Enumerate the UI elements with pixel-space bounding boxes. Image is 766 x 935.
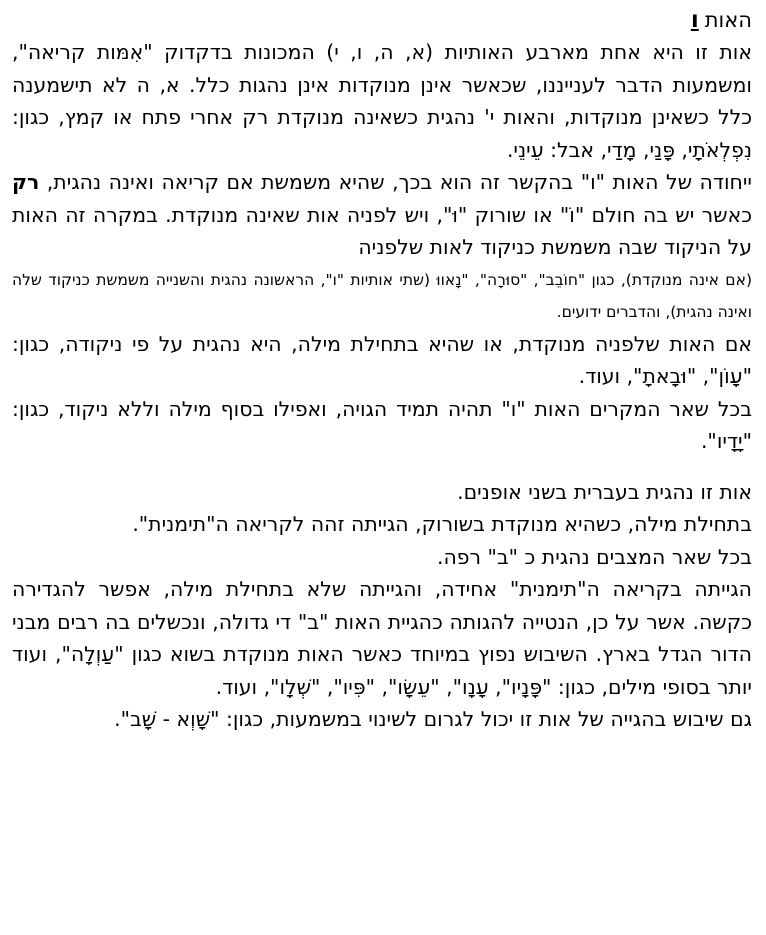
paragraph-parenthetical: (אם אינה מנוקדת), כגון "חוֹבֵב", "סוּרָה", "נָאווּ (שתי אותיות "ו", הראשונה נהגית והשנייה משמשת כניקוד שלה ואינה נהגית), והדברים ידועים. [12, 270, 752, 321]
page-title [12, 6, 752, 34]
paragraph-two-ways: אות זו נהגית בעברית בשני אופנים. [457, 479, 752, 504]
paragraph-other-states: בכל שאר המצבים נהגית כ "ב" רפה. [436, 544, 752, 569]
title-label: האות [704, 8, 752, 32]
paragraph-intro: אות זו היא אחת מארבע האותיות (א, ה, ו, י) המכונות בדקדוק "אִמּות קריאה", ומשמעות הדבר לענייננו, שכאשר אינן מנוקדות אינן נהגות כלל. א, ה לא תישמענה כלל כשאינן מנוקדות, והאות י' נהגית כשאינה מנוקדת רק אחרי פתח או קמץ, כגון: נִפְלְאֹתָי, פָּנַי, מָדַי, אבל: עֵינֵי. [12, 40, 752, 162]
paragraph-uniqueness-after: כאשר יש בה חולם "וֹ" או שורוק "וּ", ויש לפניה אות שאינה מנוקדת. במקרה זה האות על הניקוד שבה משמשת כניקוד לאות שלפניה [12, 202, 752, 259]
paragraph-uniqueness [12, 166, 752, 264]
title-letter: ו [690, 7, 699, 33]
emphasis-rak: רק [12, 170, 40, 194]
paragraph-preceding-vowel: אם האות שלפניה מנוקדת, או שהיא בתחילת מילה, היא נהגית על פי ניקודה, כגון: "עָוֹן", "וּבָאתָ", ועוד. [12, 331, 752, 388]
paragraph-uniqueness-before: ייחודה של האות "ו" בהקשר זה הוא בכך, שהיא משמשת אם קריאה ואינה נהגית, [39, 170, 752, 194]
paragraph-other-cases: בכל שאר המקרים האות "ו" תהיה תמיד הגויה, ואפילו בסוף מילה וללא ניקוד, כגון: "יָדָיו". [12, 396, 752, 453]
paragraph-word-start: בתחילת מילה, כשהיא מנוקדת בשורוק, הגייתה זהה לקריאה ה"תימנית". [132, 512, 752, 536]
paragraph-yemenite: הגייתה בקריאה ה"תימנית" אחידה, והגייתה שלא בתחילת מילה, אפשר להגדירה כקשה. אשר על כן, הנטייה להגותה כהגיית האות "ב" די גדולה, ונכשלים בה רבים מבני הדור הגדל בארץ. השיבוש נפוץ במיוחד כאשר האות מנוקדת בשוא כגון "עַוְלָה", ועוד יותר בסופי מילים, כגון: "פָּנָיו", עָנָו", "עֵשָׂו", "פִּיו", "שְׁלָו", ועוד. [12, 577, 752, 699]
paragraph-gap [12, 458, 752, 476]
paragraph-meaning-change: גם שיבוש בהגייה של אות זו יכול לגרום לשינוי במשמעות, כגון: "שָׁוְא - שָׁב". [114, 707, 752, 731]
